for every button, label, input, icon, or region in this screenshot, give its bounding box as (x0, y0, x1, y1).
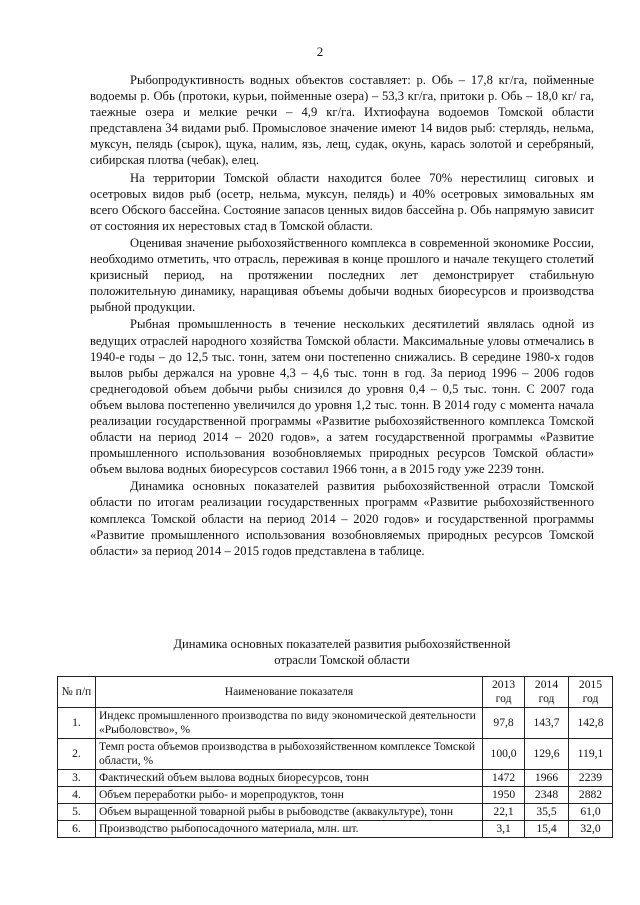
table-row (58, 770, 613, 787)
table-row (58, 804, 613, 821)
row-name: Фактический объем вылова водных биоресурсов, тонн (95, 770, 482, 787)
row-num: 3. (58, 770, 96, 787)
value-2014: 15,4 (525, 821, 569, 838)
row-name: Производство рыбопосадочного материала, млн. шт. (95, 821, 482, 838)
value-2015: 119,1 (569, 739, 613, 770)
value-2014: 2348 (525, 787, 569, 804)
value-2015: 2882 (569, 787, 613, 804)
value-2014: 35,5 (525, 804, 569, 821)
value-2015: 61,0 (569, 804, 613, 821)
indicators-table (57, 676, 613, 838)
table-row (58, 787, 613, 804)
value-2013: 97,8 (483, 708, 525, 739)
header-2014: 2014 год (525, 677, 569, 708)
value-2015: 2239 (569, 770, 613, 787)
row-num: 6. (58, 821, 96, 838)
header-name: Наименование показателя (95, 677, 482, 708)
row-name: Темп роста объемов производства в рыбохозяйственном комплексе Томской области, % (95, 739, 482, 770)
header-num: № п/п (58, 677, 96, 708)
value-2013: 1472 (483, 770, 525, 787)
value-2014: 143,7 (525, 708, 569, 739)
table-header-row (58, 677, 613, 708)
value-2014: 129,6 (525, 739, 569, 770)
table-title-line: отрасли Томской области (274, 653, 410, 667)
row-num: 1. (58, 708, 96, 739)
row-name: Объем выращенной товарной рыбы в рыбоводстве (аквакультуре), тонн (95, 804, 482, 821)
table-row (58, 821, 613, 838)
value-2014: 1966 (525, 770, 569, 787)
table-row (58, 708, 613, 739)
table-row (58, 739, 613, 770)
row-num: 5. (58, 804, 96, 821)
value-2015: 142,8 (569, 708, 613, 739)
paragraph: Рыбная промышленность в течение нескольких десятилетий являлась одной из ведущих отраслей народного хозяйства Томской области. Максимальные уловы отмечались в 1940-е годы – до 12,5 тыс. тонн, затем они постепенно снижались. В середине 1980-х годов вылов рыбы держался на уровне 4,3 – 4,6 тыс. тонн в год. За период 1996 – 2006 годов среднегодовой объем добычи рыбы снизился до уровня 0,4 – 0,5 тыс. тонн. С 2007 года объем вылова постепенно увеличился до уровня 1,2 тыс. тонн. В 2014 году с момента начала реализации государственной программы «Развитие рыбохозяйственного комплекса Томской области на период 2014 – 2020 годов», а затем государственной программы «Развитие промышленного использования возобновляемых природных ресурсов Томской области» объем вылова водных биоресурсов составил 1966 тонн, а в 2015 году уже 2239 тонн. (90, 317, 594, 477)
value-2013: 1950 (483, 787, 525, 804)
paragraph: Динамика основных показателей развития рыбохозяйственной отрасли Томской области по итогам реализации государственных программ «Развитие рыбохозяйственного комплекса Томской области на период 2014 – 2020 годов» и государственной программы «Развитие промышленного использования возобновляемых природных ресурсов Томской области» за период 2014 – 2015 годов представлена в таблице. (90, 479, 594, 558)
page-number: 2 (316, 44, 324, 59)
table-title (90, 636, 594, 668)
paragraph: Оценивая значение рыбохозяйственного комплекса в современной экономике России, необходимо отметить, что отрасль, переживая в конце прошлого и начале текущего столетий кризисный период, на протяжении последних лет демонстрирует стабильную положительную динамику, наращивая объемы добычи водных биоресурсов и производства рыбной продукции. (90, 235, 594, 315)
value-2015: 32,0 (569, 821, 613, 838)
row-num: 2. (58, 739, 96, 770)
row-num: 4. (58, 787, 96, 804)
value-2013: 3,1 (483, 821, 525, 838)
row-name: Индекс промышленного производства по виду экономической деятельности «Рыболовство», % (95, 708, 482, 739)
value-2013: 100,0 (483, 739, 525, 770)
paragraph: На территории Томской области находится более 70% нерестилищ сиговых и осетровых видов рыб (осетр, нельма, муксун, пелядь) и 40% осетровых зимовальных ям всего Обского бассейна. Состояние запасов ценных видов бассейна р. Обь напрямую зависит от состояния их нерестовых стад в Томской области. (90, 170, 594, 233)
document-body (90, 72, 594, 560)
table-title-line: Динамика основных показателей развития рыбохозяйственной (173, 637, 511, 651)
value-2013: 22,1 (483, 804, 525, 821)
header-2013: 2013 год (483, 677, 525, 708)
paragraph: Рыбопродуктивность водных объектов составляет: р. Обь – 17,8 кг/га, пойменные водоемы р. Обь (протоки, курьи, пойменные озера) – 53,3 кг/га, притоки р. Обь – 18,0 кг/ га, таежные озера и мелкие речки – 4,9 кг/га. Ихтиофауна водоемов Томской области представлена 34 видами рыб. Промысловое значение имеют 14 видов рыб: стерлядь, нельма, муксун, пелядь (сырок), щука, налим, язь, лещ, судак, окунь, карась золотой и серебряный, сибирская плотва (чебак), елец. (90, 73, 594, 168)
row-name: Объем переработки рыбо- и морепродуктов, тонн (95, 787, 482, 804)
header-2015: 2015 год (569, 677, 613, 708)
